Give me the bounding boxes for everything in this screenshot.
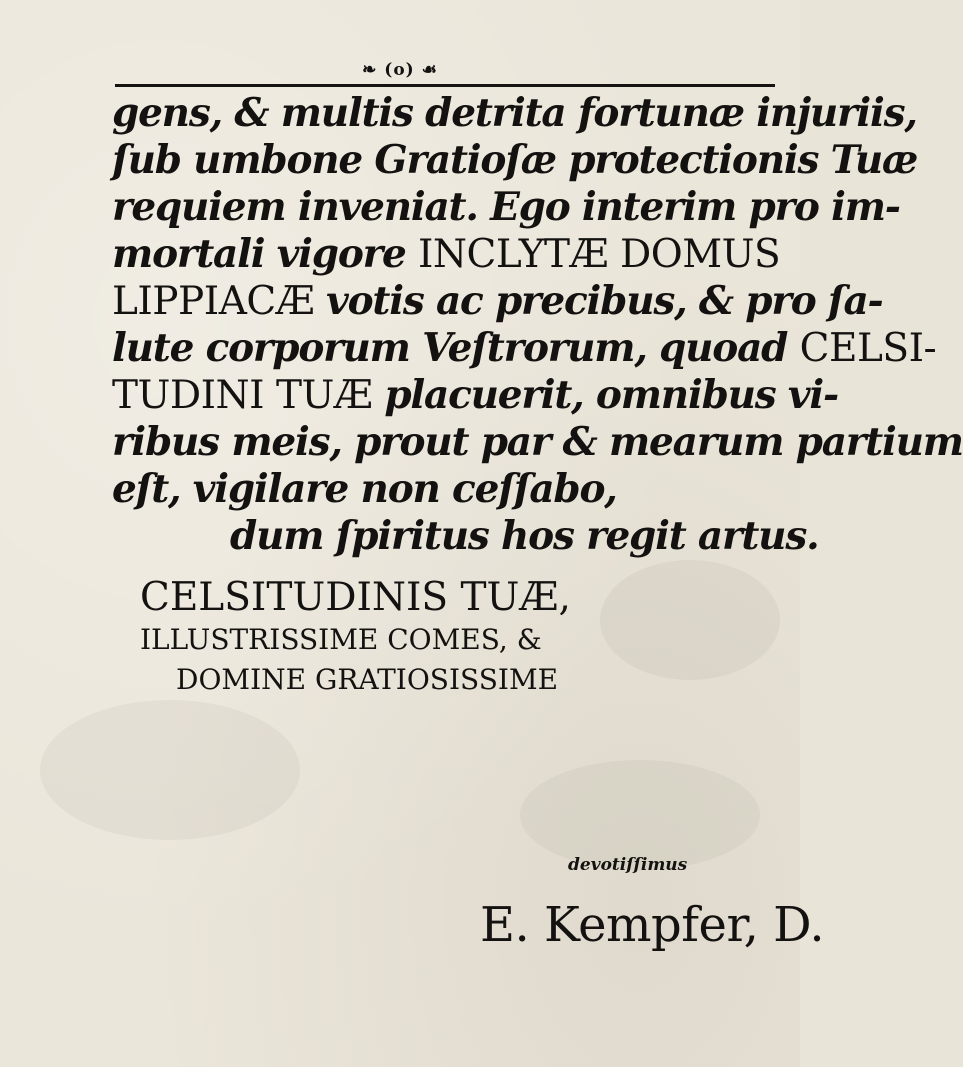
paper-stain bbox=[520, 760, 760, 870]
italic-text: eſt, vigilare non ceſſabo, bbox=[112, 466, 617, 512]
italic-text: dum ſpiritus hos regit artus. bbox=[230, 513, 819, 559]
italic-text: votis ac precibus, & pro ſa- bbox=[326, 278, 883, 324]
signature-name: E. Kempfer, D. bbox=[480, 897, 825, 953]
closing-line-2: ILLUSTRISSIME COMES, & bbox=[140, 623, 542, 656]
closing-line-3: DOMINE GRATIOSISSIME bbox=[176, 663, 559, 696]
text-line bbox=[112, 372, 838, 419]
text-line bbox=[112, 513, 819, 560]
devotissimus-label: devotiſſimus bbox=[568, 855, 688, 875]
roman-text: TUDINI TUÆ bbox=[112, 373, 385, 418]
italic-text: requiem inveniat. Ego interim pro im- bbox=[112, 184, 900, 230]
header-rule bbox=[115, 84, 775, 87]
text-line bbox=[112, 325, 937, 372]
text-line bbox=[112, 466, 782, 513]
text-line bbox=[112, 231, 782, 278]
italic-text: placuerit, omnibus vi- bbox=[384, 372, 838, 418]
roman-text: INCLYTÆ DOMUS bbox=[418, 232, 781, 277]
italic-text: ſub umbone Gratioſæ protectionis Tuæ bbox=[112, 137, 918, 183]
dedication-text bbox=[112, 90, 963, 560]
text-line bbox=[112, 137, 918, 184]
roman-text: LIPPIACÆ bbox=[112, 279, 327, 324]
paper-stain bbox=[40, 700, 300, 840]
italic-text: lute corporum Veſtrorum, quoad bbox=[112, 325, 800, 371]
header-ornament: ❧ (o) ☙ bbox=[362, 60, 438, 80]
closing-line-1: CELSITUDINIS TUÆ, bbox=[140, 575, 571, 620]
italic-text: gens, & multis detrita fortunæ injuriis, bbox=[112, 90, 917, 136]
italic-text: mortali vigore bbox=[112, 231, 419, 277]
roman-text: CELSI- bbox=[799, 326, 937, 371]
text-line bbox=[112, 90, 917, 137]
italic-text: ribus meis, prout par & mearum partium bbox=[112, 419, 963, 465]
paper-stain bbox=[600, 560, 780, 680]
text-line bbox=[112, 184, 900, 231]
text-line bbox=[112, 419, 963, 466]
text-line bbox=[112, 278, 883, 325]
